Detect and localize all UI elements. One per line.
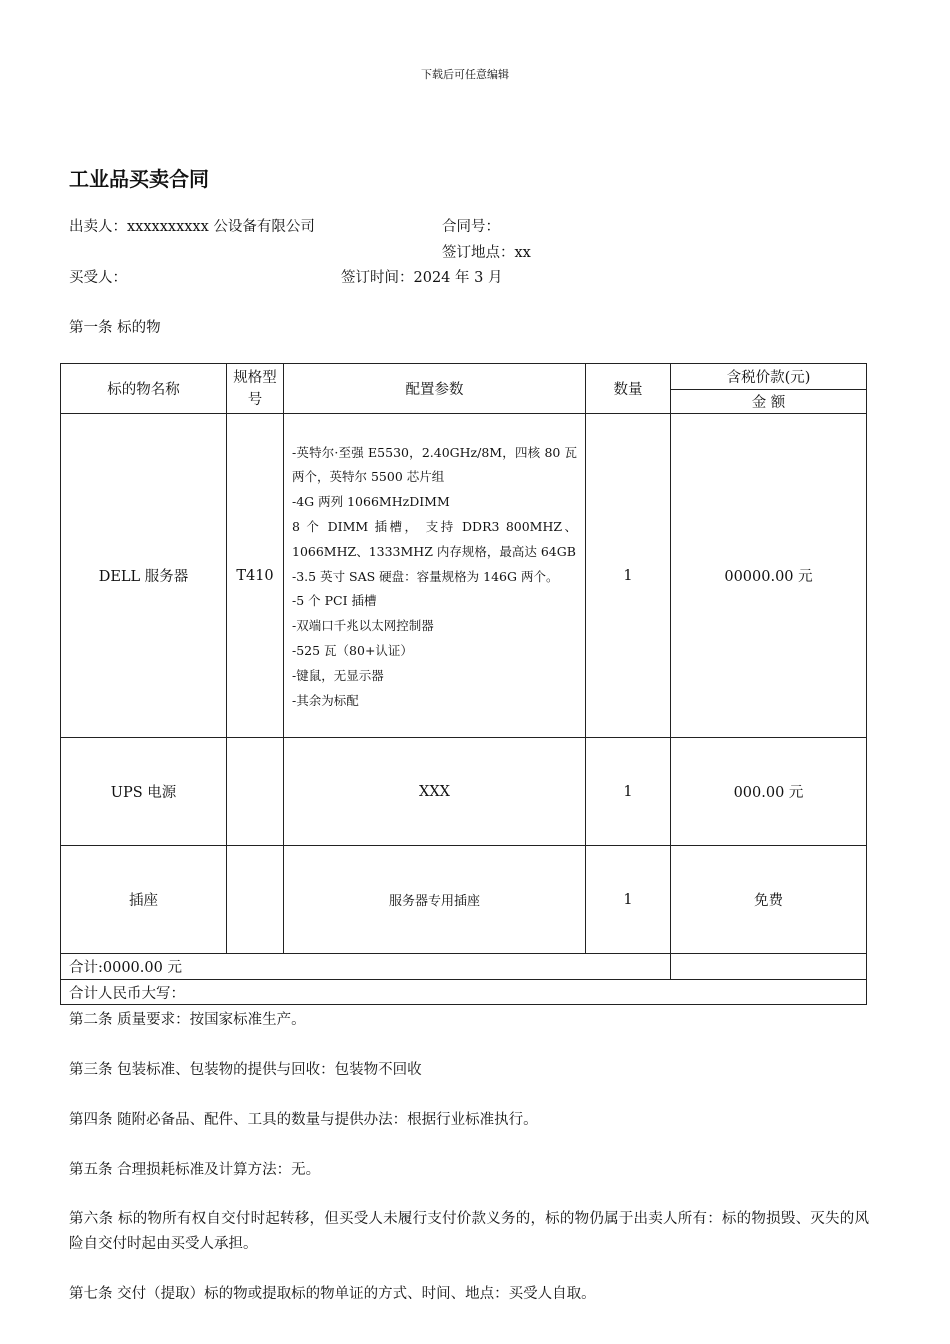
config-line: -3.5 英寸 SAS 硬盘：容量规格为 146G 两个。 (292, 568, 559, 584)
total-row (61, 954, 867, 980)
row-amount: 免费 (671, 846, 867, 954)
config-line: -英特尔·至强 E5530，2.40GHz/8M，四核 80 瓦两个，英特尔 5500 芯片组 (292, 444, 577, 485)
row-model (227, 846, 284, 954)
header-model: 规格型号 (227, 364, 284, 414)
contract-number: 合同号： (442, 219, 500, 235)
row-qty: 1 (586, 414, 671, 738)
row-config: XXX (284, 738, 586, 846)
sign-place: 签订地点：xx (442, 245, 531, 261)
buyer-line: 买受人： (69, 270, 127, 286)
header-price: 含税价款(元) (671, 364, 867, 390)
config-line: -525 瓦（80+认证） (292, 642, 413, 658)
config-line: -双端口千兆以太网控制器 (292, 618, 434, 634)
config-line: -键鼠，无显示器 (292, 667, 384, 683)
article-3: 第三条 包装标准、包装物的提供与回收：包装物不回收 (69, 1062, 422, 1078)
table-header-row (61, 364, 867, 390)
total-rmb: 合计人民币大写： (61, 980, 867, 1005)
table-row (61, 738, 867, 846)
config-line: -5 个 PCI 插槽 (292, 593, 377, 609)
page-title: 工业品买卖合同 (69, 167, 209, 191)
goods-table (60, 363, 867, 1005)
article-1-heading: 第一条 标的物 (69, 320, 161, 336)
total-blank (671, 954, 867, 980)
header-note: 下载后可任意编辑 (421, 68, 509, 81)
article-6: 第六条 标的物所有权自交付时起转移，但买受人未履行支付价款义务的，标的物仍属于出卖人所有：标的物损毁、灭失的风险自交付时起由买受人承担。 (69, 1211, 869, 1252)
config-line: -其余为标配 (292, 692, 359, 708)
row-amount: 00000.00 元 (671, 414, 867, 738)
seller-line: 出卖人：xxxxxxxxxx 公设备有限公司 (69, 219, 315, 235)
article-2: 第二条 质量要求：按国家标准生产。 (69, 1012, 306, 1028)
row-amount: 000.00 元 (671, 738, 867, 846)
config-line: 8 个 DIMM 插槽， 支持 DDR3 800MHZ、1066MHZ、1333MHZ 内存规格，最高达 64GB (292, 519, 577, 559)
row-qty: 1 (586, 846, 671, 954)
row-config: 服务器专用插座 (284, 846, 586, 954)
header-amount: 金 额 (671, 390, 867, 414)
article-5: 第五条 合理损耗标准及计算方法：无。 (69, 1162, 321, 1178)
row-name: DELL 服务器 (61, 414, 227, 738)
table-row (61, 414, 867, 738)
row-model: T410 (227, 414, 284, 738)
row-qty: 1 (586, 738, 671, 846)
row-config (284, 414, 586, 738)
row-name: 插座 (61, 846, 227, 954)
header-config: 配置参数 (284, 364, 586, 414)
article-7: 第七条 交付（提取）标的物或提取标的物单证的方式、时间、地点：买受人自取。 (69, 1286, 596, 1302)
header-name: 标的物名称 (61, 364, 227, 414)
total-rmb-row (61, 980, 867, 1005)
header-qty: 数量 (586, 364, 671, 414)
config-line: -4G 两列 1066MHzDIMM (292, 494, 450, 510)
sign-time: 签订时间：2024 年 3 月 (341, 270, 503, 286)
row-name: UPS 电源 (61, 738, 227, 846)
table-row (61, 846, 867, 954)
row-model (227, 738, 284, 846)
total-amount: 合计:0000.00 元 (61, 954, 671, 980)
article-4: 第四条 随附必备品、配件、工具的数量与提供办法：根据行业标准执行。 (69, 1112, 538, 1128)
